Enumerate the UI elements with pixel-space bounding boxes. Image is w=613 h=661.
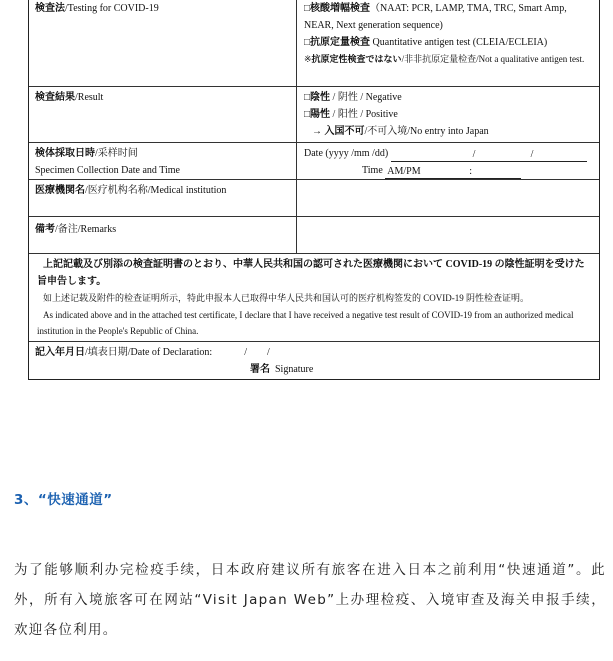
specimen-label: 検体採取日時/采样时间 Specimen Collection Date and Time bbox=[29, 143, 297, 179]
arrow-right-icon: → bbox=[312, 126, 322, 137]
result-label: 検査結果/Result bbox=[29, 87, 297, 142]
qualitative-note: ※抗原定性検査ではない/非非抗原定量检查/Not a qualitative antigen test. bbox=[304, 54, 585, 64]
checkbox-icon[interactable]: □ bbox=[304, 3, 311, 14]
declaration-date-signature-row bbox=[29, 341, 599, 379]
declaration-cn: 如上述记载及附件的检查证明所示，特此申报本人已取得中华人民共和国认可的医疗机构签发的 COVID-19 阴性检查证明。 bbox=[43, 293, 529, 303]
specimen-date-field[interactable]: Date (yyyy /mm /dd) / / bbox=[304, 145, 592, 162]
declaration-en: As indicated above and in the attached test certificate, I declare that I have received a negative test result of COVID-19 from an authorized medical institution in the People's Republic of China. bbox=[37, 309, 574, 336]
result-options bbox=[297, 87, 599, 142]
section-heading: 3、“快速通道” bbox=[14, 492, 113, 508]
institution-row bbox=[29, 179, 599, 216]
checkbox-icon[interactable]: □ bbox=[304, 37, 311, 48]
declaration-jp: 上記記載及び別添の検査証明書のとおり、中華人民共和国の認可された医療機関において COVID-19 の陰性証明を受けた旨申告します。 bbox=[37, 259, 585, 287]
declaration-statement bbox=[29, 253, 599, 341]
specimen-fields bbox=[297, 143, 599, 179]
remarks-row bbox=[29, 216, 599, 253]
testing-options bbox=[297, 0, 599, 86]
testing-label bbox=[29, 0, 297, 86]
testing-label-jp: 検査法 bbox=[35, 3, 65, 14]
negative-option[interactable]: □陰性 / 阴性 / Negative bbox=[304, 92, 402, 103]
specimen-time-field[interactable]: Time AM/PM : bbox=[304, 162, 592, 179]
specimen-row bbox=[29, 142, 599, 179]
testing-label-en: /Testing for COVID-19 bbox=[65, 3, 159, 14]
section-paragraph: 为了能够顺利办完检疫手续，日本政府建议所有旅客在进入日本之前利用“快速通道”。此外，所有入境旅客可在网站“Visit Japan Web”上办理检疫、入境审查及海关申报手续，欢迎各位利用。 bbox=[14, 562, 606, 638]
positive-option[interactable]: □陽性 / 阳性 / Positive bbox=[304, 109, 398, 120]
declaration-date-field[interactable]: 記入年月日/填表日期/Date of Declaration: / / bbox=[35, 347, 270, 358]
institution-field[interactable] bbox=[297, 180, 599, 216]
naat-option[interactable]: □核酸増幅検査（NAAT: PCR, LAMP, TMA, TRC, Smart Amp, NEAR, Next generation sequence) bbox=[304, 3, 567, 31]
antigen-option[interactable]: □抗原定量検査 Quantitative antigen test (CLEIA/ECLEIA) bbox=[304, 37, 548, 48]
institution-label: 医療機関名/医疗机构名称/Medical institution bbox=[29, 180, 297, 216]
signature-field[interactable]: 署名 Signature bbox=[250, 364, 314, 375]
remarks-field[interactable] bbox=[297, 217, 599, 253]
no-entry-note: → 入国不可/不可入境/No entry into Japan bbox=[312, 126, 489, 137]
checkbox-icon[interactable]: □ bbox=[304, 109, 311, 120]
remarks-label: 備考/备注/Remarks bbox=[29, 217, 297, 253]
result-row bbox=[29, 86, 599, 142]
checkbox-icon[interactable]: □ bbox=[304, 92, 311, 103]
testing-row bbox=[29, 0, 599, 86]
declaration-form bbox=[28, 0, 600, 380]
